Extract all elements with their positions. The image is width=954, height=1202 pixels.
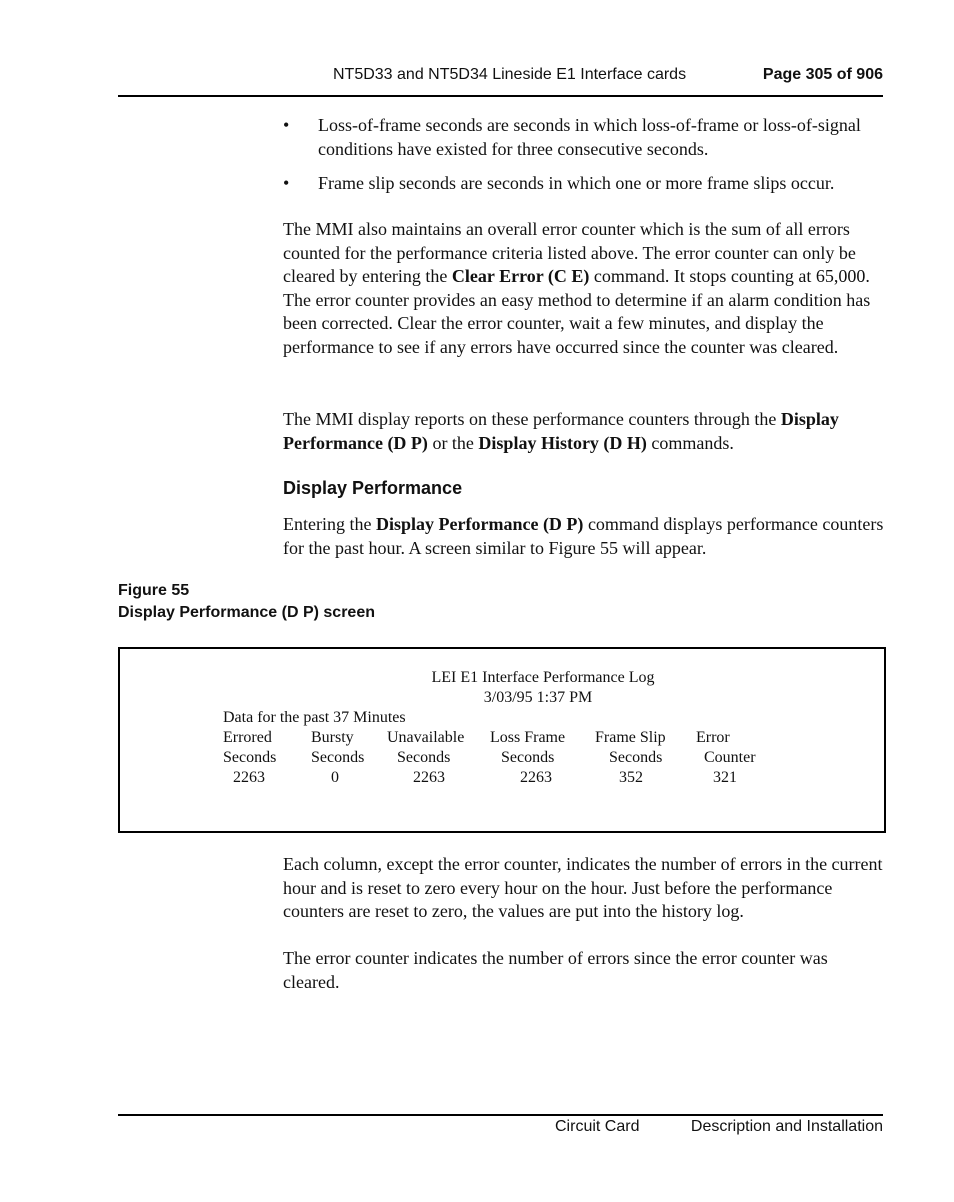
footer-divider bbox=[118, 1114, 883, 1116]
text-run: command displays performance counters for the past hour. A screen similar to Figure 55 will appear. bbox=[283, 514, 884, 558]
text-run: command. It stops counting at 65,000. The error counter provides an easy method to determine if an alarm condition has been corrected. Clear the error counter, wait a few minutes, and display the performance to see if any errors have occurred since the counter was cleared. bbox=[283, 266, 871, 357]
column-header: Unavailable bbox=[387, 729, 465, 746]
text-run: The MMI also maintains an overall error counter which is the sum of all errors counted for the performance criteria listed above. The error counter can only be cleared by entering the bbox=[283, 219, 856, 286]
figure-caption bbox=[118, 580, 375, 624]
screen-column-unavailable bbox=[387, 728, 464, 788]
screen-display-box bbox=[118, 647, 886, 833]
column-value: 0 bbox=[331, 769, 339, 786]
column-header: Seconds bbox=[311, 749, 365, 766]
figure-title: Display Performance (D P) screen bbox=[118, 604, 375, 621]
column-header: Errored bbox=[223, 729, 272, 746]
command-name: Clear Error (C E) bbox=[451, 266, 590, 286]
screen-column-errored bbox=[223, 728, 276, 788]
column-header: Seconds bbox=[223, 749, 277, 766]
command-name: Display History (D H) bbox=[478, 432, 647, 453]
column-header: Counter bbox=[704, 749, 756, 766]
header-title: NT5D33 and NT5D34 Lineside E1 Interface cards bbox=[333, 66, 687, 83]
paragraph-error-counter-meaning: The error counter indicates the number of errors since the error counter was cleared. bbox=[283, 948, 828, 992]
bullet-text: Frame slip seconds are seconds in which one or more frame slips occur. bbox=[318, 173, 835, 193]
column-value: 321 bbox=[713, 769, 737, 786]
bullet-text: Loss-of-frame seconds are seconds in which loss-of-frame or loss-of-signal conditions have existed for three consecutive seconds. bbox=[318, 115, 861, 159]
header-divider bbox=[118, 95, 883, 97]
command-name: Display Performance (D P) bbox=[283, 409, 839, 453]
text-run: The MMI display reports on these performance counters through the bbox=[283, 409, 781, 429]
column-header: Error bbox=[696, 729, 730, 746]
paragraph-error-counter bbox=[283, 218, 885, 359]
page-number: Page 305 of 906 bbox=[762, 66, 883, 83]
column-value: 352 bbox=[619, 769, 643, 786]
footer-left-text: Circuit Card bbox=[555, 1118, 640, 1135]
screen-column-frame-slip bbox=[595, 728, 666, 788]
column-header: Seconds bbox=[609, 749, 663, 766]
column-header: Loss Frame bbox=[490, 729, 566, 746]
command-name: Display Performance (D P) bbox=[375, 514, 584, 534]
paragraph-display-performance bbox=[283, 513, 885, 560]
section-heading: Display Performance bbox=[283, 478, 463, 498]
text-run: commands. bbox=[646, 432, 734, 453]
paragraph-display-commands bbox=[283, 408, 885, 455]
screen-column-bursty bbox=[311, 728, 364, 788]
bullet-mark: • bbox=[283, 173, 290, 193]
text-run: Entering the bbox=[283, 514, 376, 534]
column-value: 2263 bbox=[413, 769, 445, 786]
bullet-mark: • bbox=[283, 115, 290, 135]
column-header: Seconds bbox=[397, 749, 451, 766]
column-value: 2263 bbox=[520, 769, 552, 786]
column-header: Seconds bbox=[501, 749, 555, 766]
column-header: Bursty bbox=[311, 729, 354, 746]
column-header: Frame Slip bbox=[595, 729, 666, 746]
footer-right-text: Description and Installation bbox=[690, 1118, 883, 1135]
screen-date: 3/03/95 1:37 PM bbox=[483, 689, 593, 706]
column-value: 2263 bbox=[233, 769, 265, 786]
screen-column-loss-frame bbox=[490, 728, 565, 788]
page-header bbox=[118, 66, 883, 86]
screen-title: LEI E1 Interface Performance Log bbox=[431, 669, 655, 686]
figure-number: Figure 55 bbox=[118, 582, 190, 599]
paragraph-column-reset: Each column, except the error counter, indicates the number of errors in the current hour and is reset to zero every hour on the hour. Just before the performance counters are reset to zero, the values are put into the history log. bbox=[283, 854, 883, 921]
text-run: or the bbox=[427, 432, 479, 453]
screen-data-label: Data for the past 37 Minutes bbox=[223, 709, 406, 726]
screen-column-error-counter bbox=[696, 728, 756, 788]
